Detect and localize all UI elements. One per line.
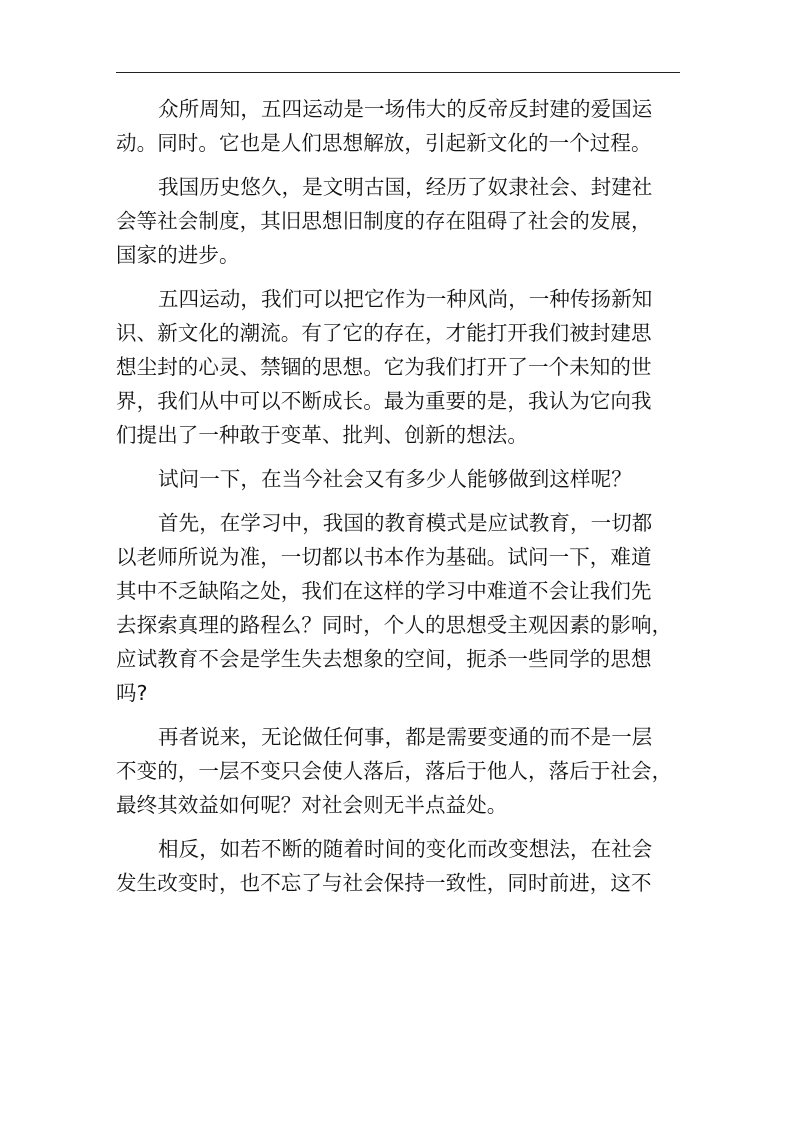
text-line: 试问一下，在当今社会又有多少人能够做到这样呢？	[158, 467, 632, 491]
text-line: 以老师所说为准，一切都以书本作为基础。试问一下，难道	[116, 545, 652, 569]
text-line: 国家的进步。	[116, 243, 240, 267]
text-line: 相反，如若不断的随着时间的变化而改变想法，在社会	[158, 837, 653, 861]
text-line: 众所周知，五四运动是一场伟大的反帝反封建的爱国运	[158, 97, 653, 121]
text-line: 应试教育不会是学生失去想象的空间，扼杀一些同学的思想	[116, 647, 652, 671]
paragraph-4	[116, 462, 686, 496]
paragraph-2	[116, 170, 686, 272]
text-line: 最终其效益如何呢？对社会则无半点益处。	[116, 793, 508, 817]
text-line: 们提出了一种敢于变革、批判、创新的想法。	[116, 423, 528, 447]
text-line: 不变的，一层不变只会使人落后，落后于他人，落后于社会，	[116, 759, 673, 783]
text-line: 去探索真理的路程么？同时，个人的思想受主观因素的影响，	[116, 613, 673, 637]
paragraph-1	[116, 92, 686, 160]
text-line: 其中不乏缺陷之处，我们在这样的学习中难道不会让我们先	[116, 579, 652, 603]
text-line: 再者说来，无论做任何事，都是需要变通的而不是一层	[158, 725, 653, 749]
paragraph-6	[116, 720, 686, 822]
paragraph-7	[116, 832, 686, 900]
text-line: 识、新文化的潮流。有了它的存在，才能打开我们被封建思	[116, 321, 652, 345]
text-line: 动。同时。它也是人们思想解放，引起新文化的一个过程。	[116, 131, 652, 155]
text-line: 想尘封的心灵、禁锢的思想。它为我们打开了一个未知的世	[116, 355, 652, 379]
text-line: 首先，在学习中，我国的教育模式是应试教育，一切都	[158, 511, 653, 535]
document-body	[116, 92, 686, 900]
paragraph-3	[116, 282, 686, 452]
text-line: 会等社会制度，其旧思想旧制度的存在阻碍了社会的发展，	[116, 209, 652, 233]
text-line: 发生改变时，也不忘了与社会保持一致性，同时前进，这不	[116, 871, 652, 895]
text-line: 界，我们从中可以不断成长。最为重要的是，我认为它向我	[116, 389, 652, 413]
text-line: 吗?	[116, 681, 148, 705]
text-line: 我国历史悠久，是文明古国，经历了奴隶社会、封建社	[158, 175, 653, 199]
paragraph-5	[116, 506, 686, 710]
text-line: 五四运动，我们可以把它作为一种风尚，一种传扬新知	[158, 287, 653, 311]
header-rule	[116, 72, 680, 73]
